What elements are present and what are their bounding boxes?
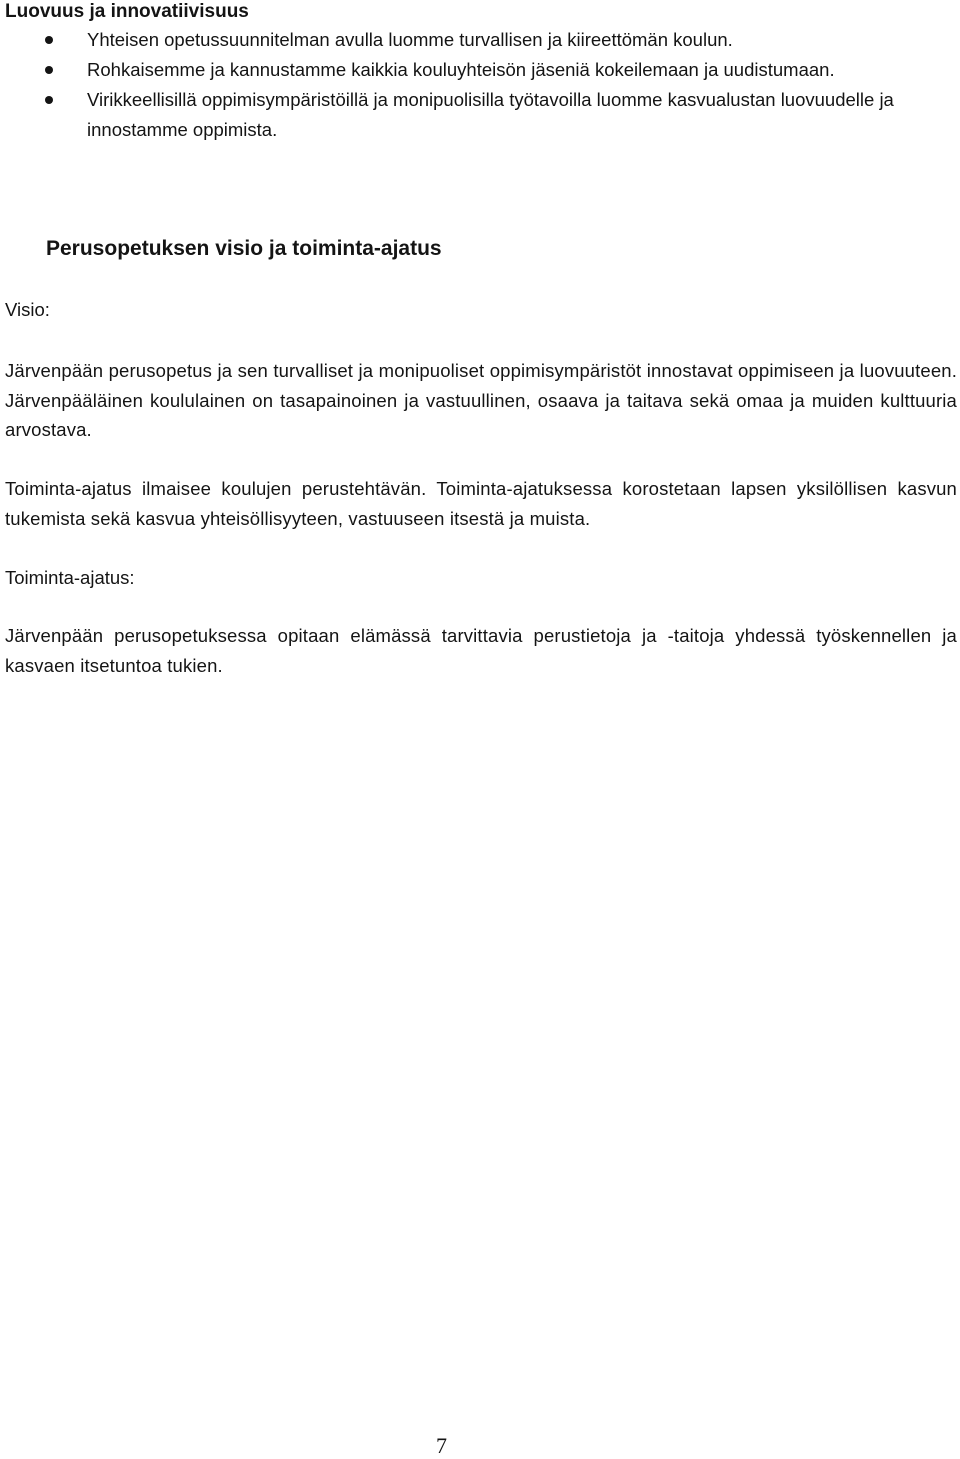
bullet-icon [45,96,53,104]
page-heading: Perusopetuksen visio ja toiminta-ajatus [46,237,442,260]
list-item [5,85,950,145]
section-title: Luovuus ja innovatiivisuus [5,1,249,22]
list-item [5,25,950,55]
mission-label: Toiminta-ajatus: [5,567,135,588]
vision-paragraph: Järvenpään perusopetus ja sen turvalliset ja monipuoliset oppimisympäristöt innostavat oppimiseen ja luovuuteen. Järvenpääläinen koululainen on tasapainoinen ja vastuullinen, osaava ja taitava sekä omaa ja muiden kulttuuria arvostava. [5,360,957,440]
bullet-list [5,25,950,145]
list-item [5,55,950,85]
bullet-text: Virikkeellisillä oppimisympäristöillä ja monipuolisilla työtavoilla luomme kasvualustan luovuudelle ja innostamme oppimista. [87,89,894,140]
bullet-icon [45,66,53,74]
bullet-text: Yhteisen opetussuunnitelman avulla luomme turvallisen ja kiireettömän koulun. [87,29,733,50]
mission-intro-paragraph: Toiminta-ajatus ilmaisee koulujen perustehtävän. Toiminta-ajatuksessa korostetaan lapsen yksilöllisen kasvun tukemista sekä kasvua yhteisöllisyyteen, vastuuseen itsestä ja muista. [5,478,957,529]
page-number: 7 [436,1433,447,1458]
bullet-icon [45,36,53,44]
bullet-text: Rohkaisemme ja kannustamme kaikkia kouluyhteisön jäseniä kokeilemaan ja uudistumaan. [87,59,835,80]
vision-label: Visio: [5,299,50,320]
mission-paragraph: Järvenpään perusopetuksessa opitaan elämässä tarvittavia perustietoja ja -taitoja yhdessä työskennellen ja kasvaen itsetuntoa tukien. [5,625,957,676]
